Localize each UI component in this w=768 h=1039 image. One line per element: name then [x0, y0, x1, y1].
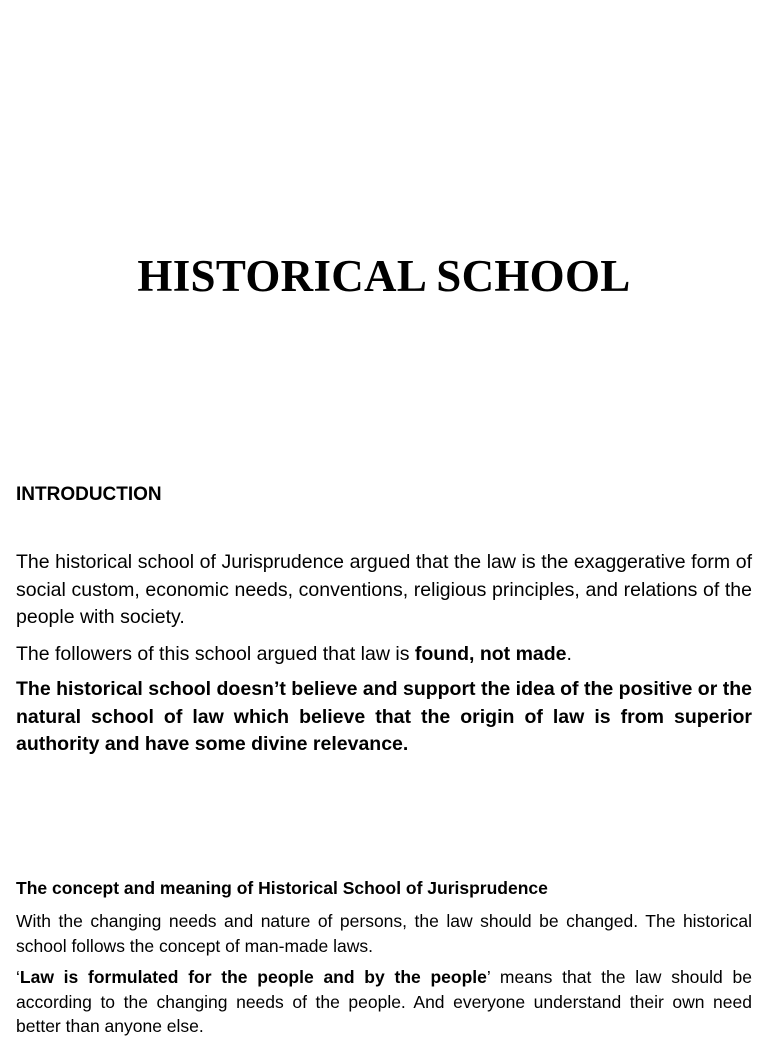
concept-paragraph-2 — [16, 965, 752, 1039]
concept-paragraph-2-emphasis: Law is formulated for the people and by the people — [19, 967, 487, 987]
page-title: HISTORICAL SCHOOL — [137, 251, 631, 301]
concept-paragraph-2-rest: ’ means that the law should be according to the changing needs of the people. And everyone understand their own need better than anyone else. — [16, 967, 752, 1036]
concept-heading: The concept and meaning of Historical School of Jurisprudence — [16, 878, 548, 898]
introduction-paragraph-1: The historical school of Jurisprudence argued that the law is the exaggerative form of social custom, economic needs, conventions, religious principles, and relations of the people with society. — [16, 551, 752, 628]
introduction-paragraph-3: The historical school doesn’t believe and support the idea of the positive or the natural school of law which believe that the origin of law is from superior authority and have some divine relevance. — [16, 678, 752, 755]
concept-paragraph-1: With the changing needs and nature of persons, the law should be changed. The historical school follows the concept of man-made laws. — [16, 911, 752, 956]
paragraph-2-emphasis: found, not made — [414, 643, 567, 665]
paragraph-2-suffix: . — [566, 643, 572, 665]
concept-open-quote: ‘ — [16, 967, 20, 987]
paragraph-2-prefix: The followers of this school argued that law is — [16, 643, 415, 665]
introduction-heading: INTRODUCTION — [16, 484, 162, 505]
introduction-paragraph-2 — [16, 641, 752, 669]
